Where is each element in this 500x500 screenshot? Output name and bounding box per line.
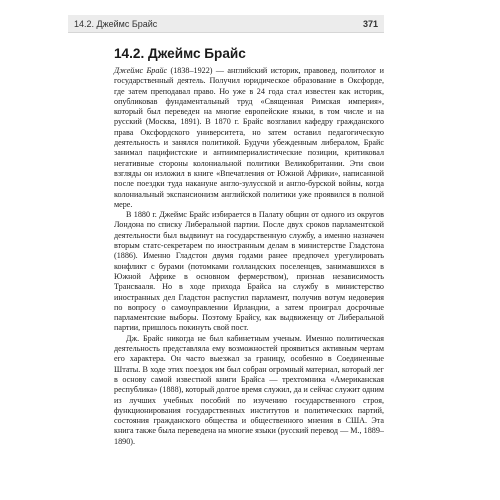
paragraph-1	[114, 66, 384, 210]
running-title: 14.2. Джеймс Брайс	[74, 18, 158, 29]
paragraph-3: Дж. Брайс никогда не был кабинетным ученым. Именно политическая деятельность представляла ему возможностей проявиться активным чертам его характера. Он часто выезжал за границу, особенно в Соединенные Штаты. В ходе этих поездок им был собран огромный материал, который лег в основу самой известной книги Брайса — трехтомника «Американская республика» (1888), который долгое время служил, да и сейчас служит одним из лучших учебных пособий по изучению государственного строя, функционирования государственных институтов и политических партий, состояния гражданского общества и общественного мнения в США. Эта книга также была переведена на многие языки (русский перевод — М., 1889–1890).	[114, 333, 384, 446]
paragraph-1-text: (1838–1922) — английский историк, правовед, политолог и государственный деятель. Получил юридическое образование в Оксфорде, где затем преподавал право. Но уже в 24 года стал известен как историк, опубликовав фундаментальный труд «Священная Римская империя», который был переведен на многие европейские языки, в том числе и на русский (Москва, 1891). В 1870 г. Брайс возглавил кафедру гражданского права Оксфордского университета, но затем оставил педагогическую деятельность и занялся политикой. Будучи убежденным либералом, Брайс занимал пацифистские и антиимпериалистические позиции, критиковал негативные стороны колониальной политики Великобритании. Эти свои взгляды он изложил в книге «Впечатления от Южной Африки», написанной после поездки туда накануне англо-зулусской и англо-бурской войны, когда колониальный экспансионизм английской политики уже проявился в полной мере.	[114, 66, 384, 209]
main-text	[114, 46, 384, 447]
section-title: 14.2. Джеймс Брайс	[114, 46, 246, 61]
page-number: 371	[362, 18, 378, 29]
running-header	[68, 15, 384, 33]
paragraph-2: В 1880 г. Джеймс Брайс избирается в Палату общин от одного из округов Лондона по списку Либеральной партии. После двух сроков парламентской деятельности был выдвинут на государственную службу, а именно назначен вторым статс-секретарем по иностранным делам в министерстве Гладстона (1886). Именно Гладстон двумя годами ранее предпочел урегулировать конфликт с бурами (потомками голландских поселенцев, занимавшихся в Южной Африке в основном фермерством), признав независимость Трансвааля. Но в ходе прихода Брайса на службу в министерство иностранных дел Гладстон распустил парламент, получив вотум недоверия по вопросу о самоуправлении Ирландии, а затем проиграл досрочные парламентские выборы. Поэтому Брайсу, как выдвиженцу от Либеральной партии, пришлось покинуть свой пост.	[114, 210, 384, 333]
person-name: Джеймс Брайс	[114, 66, 168, 75]
